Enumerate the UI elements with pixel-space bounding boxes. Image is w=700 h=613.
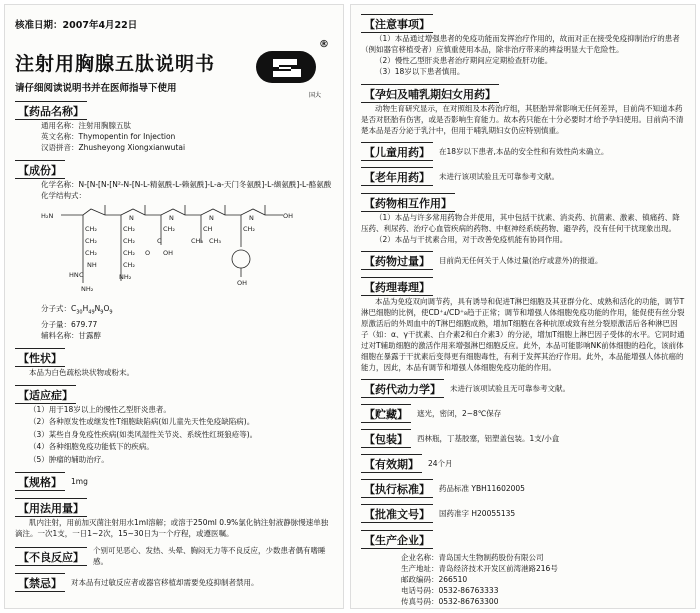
structure-label: 化学结构式：	[41, 191, 86, 200]
section-interactions	[361, 192, 685, 245]
heading-pharmacology: 【药理毒理】	[361, 277, 433, 296]
indication-item: （5）肿瘤的辅助治疗。	[29, 454, 109, 464]
appearance-text: 本品为白色疏松块状物或粉末。	[29, 367, 134, 377]
heading-interactions: 【药物相互作用】	[361, 193, 455, 212]
leaflet-page-right	[350, 4, 696, 609]
section-children	[361, 142, 685, 161]
heading-storage: 【贮藏】	[361, 404, 411, 423]
elderly-text: 未进行该项试验且无可靠参考文献。	[439, 172, 559, 181]
svg-text:N: N	[209, 214, 214, 222]
svg-text:N: N	[169, 214, 174, 222]
svg-text:CH: CH	[203, 225, 213, 233]
pregnancy-text: 动物生育研究显示，在对照组及本药治疗组，其胚胎异常影响无任何差异，目前尚不知道本药是否对胚胎有伤害，或是否影响生育能力。故本药只能在十分必要时才给予孕妇使用。目前尚不清楚本品是否分泌于乳汁中，但用于哺乳期妇女仍应特别慎重。	[361, 104, 684, 135]
heading-pregnancy: 【孕妇及哺乳期妇女用药】	[361, 84, 499, 103]
heading-dosage: 【用法用量】	[15, 498, 87, 517]
heading-appearance: 【性状】	[15, 348, 65, 367]
section-standard	[361, 479, 685, 498]
svg-text:CH₃: CH₃	[191, 237, 204, 245]
section-pharmacokinetics	[361, 379, 685, 398]
precaution-item: （3）18岁以下患者慎用。	[375, 67, 465, 76]
storage-text: 遮光，密闭，2~8℃保存	[417, 409, 502, 418]
section-elderly	[361, 167, 685, 186]
section-drug-name	[15, 100, 333, 153]
svg-text:OH: OH	[283, 212, 294, 220]
svg-text:OH: OH	[237, 279, 248, 287]
svg-text:CH₂: CH₂	[123, 261, 136, 269]
registered-mark: ®	[319, 39, 329, 50]
interaction-item: （1）本品与许多常用药物合并使用，其中包括干扰素、消炎药、抗菌素、激素、镇痛药、降压药、利尿药、治疗心血管疾病的药物、中枢神经系统药物、避孕药，没有任何干扰现象出现。	[361, 213, 680, 233]
heading-indications: 【适应症】	[15, 385, 76, 404]
section-precautions	[361, 13, 685, 77]
heading-spec: 【规格】	[15, 472, 65, 491]
logo-icon	[255, 45, 317, 89]
manufacturer-name: 企业名称：青岛国大生物制药股份有限公司	[401, 553, 544, 562]
manufacturer-fax: 传真号码：0532-86763300	[401, 597, 499, 606]
heading-standard: 【执行标准】	[361, 479, 433, 498]
leaflet-page-left	[4, 4, 344, 609]
heading-ingredients: 【成份】	[15, 160, 65, 179]
section-contraindication	[15, 573, 333, 592]
approval-date: 核准日期：2007年4月22日	[15, 20, 138, 31]
svg-text:CH₂: CH₂	[85, 225, 98, 233]
section-storage	[361, 404, 685, 423]
svg-text:NH₂: NH₂	[81, 285, 94, 293]
chemical-structure-diagram	[41, 203, 333, 303]
heading-drug-name: 【药品名称】	[15, 101, 87, 120]
section-validity	[361, 454, 685, 473]
section-pharmacology	[361, 276, 685, 373]
svg-text:CH₂: CH₂	[85, 237, 98, 245]
svg-text:OH: OH	[163, 249, 174, 257]
drug-pinyin-name: 汉语拼音：Zhusheyong Xiongxianwutai	[41, 143, 186, 152]
svg-text:CH₃: CH₃	[209, 237, 222, 245]
heading-overdose: 【药物过量】	[361, 251, 433, 270]
heading-pharmacokinetics: 【药代动力学】	[361, 379, 444, 398]
heading-contraindication: 【禁忌】	[15, 573, 65, 592]
heading-elderly: 【老年用药】	[361, 167, 433, 186]
section-appearance	[15, 347, 333, 378]
manufacturer-phone: 电话号码：0532-86763333	[401, 586, 499, 595]
svg-text:HN: HN	[69, 271, 79, 279]
overdose-text: 目前尚无任何关于人体过量(治疗或意外)的报道。	[439, 256, 603, 265]
heading-adverse: 【不良反应】	[15, 547, 87, 566]
svg-text:NH: NH	[87, 261, 97, 269]
section-approval-number	[361, 504, 685, 523]
indication-item: （2）各种原发性或继发性T细胞缺陷病(如儿童先天性免疫缺陷病)。	[29, 417, 255, 426]
section-package	[361, 429, 685, 448]
children-text: 在18岁以下患者,本品的安全性和有效性尚未确立。	[439, 147, 609, 156]
svg-text:N: N	[249, 214, 254, 222]
svg-text:CH₂: CH₂	[123, 225, 136, 233]
manufacturer-address: 生产地址：青岛经济技术开发区前湾港路216号	[401, 564, 558, 573]
section-adverse	[15, 545, 333, 567]
adverse-text: 个别可见恶心、发热、头晕、胸闷无力等不良反应，少数患者偶有嗜睡感。	[93, 546, 326, 566]
svg-text:CH₂: CH₂	[123, 249, 136, 257]
logo-name: 国大	[308, 92, 321, 99]
section-ingredients	[15, 159, 333, 341]
section-spec	[15, 472, 333, 491]
interaction-item: （2）本品与干扰素合用，对于改善免疫机能有协同作用。	[375, 235, 568, 244]
svg-text:C: C	[79, 271, 84, 279]
svg-text:O: O	[145, 249, 151, 257]
indication-item: （3）某些自身免疫性疾病(如类风湿性关节炎、系统性红斑狼疮等)。	[29, 429, 258, 439]
section-pregnancy	[361, 83, 685, 136]
heading-package: 【包装】	[361, 429, 411, 448]
svg-text:N: N	[129, 214, 134, 222]
svg-text:NH₂: NH₂	[119, 273, 132, 281]
contraindication-text: 对本品有过敏反应者或器官移植却需要免疫抑制者禁用。	[71, 578, 259, 587]
company-logo	[255, 39, 329, 99]
svg-text:CH₂: CH₂	[163, 225, 176, 233]
svg-text:H₂N: H₂N	[41, 212, 54, 220]
dosage-text: 肌内注射，用前加灭菌注射用水1ml溶解；或溶于250ml 0.9%氯化钠注射液静脉慢速单独滴注。一次1支，一日1~2次，15~30日为一个疗程，或遵医嘱。	[15, 518, 329, 538]
molecular-formula: 分子式：$C_{30}H_{49}N_9O_9$	[41, 304, 113, 316]
indication-item: （1）用于18岁以上的慢性乙型肝炎患者。	[29, 404, 171, 414]
document-title: 注射用胸腺五肽说明书	[15, 53, 216, 75]
indication-item: （4）各种细胞免疫功能低下的疾病。	[29, 442, 154, 451]
precaution-item: （1）本品通过增强患者的免疫功能而发挥治疗作用的，故而对正在接受免疫抑制治疗的患者（例如器官移植受者）应慎重使用本品，除非治疗带来的裨益明显大于危险性。	[361, 34, 680, 54]
section-manufacturer	[361, 529, 685, 607]
section-overdose	[361, 251, 685, 270]
precaution-item: （2）慢性乙型肝炎患者治疗期间应定期检查肝功能。	[375, 56, 553, 65]
manufacturer-postcode: 邮政编码：266510	[401, 575, 468, 584]
drug-english-name: 英文名称：Thymopentin for Injection	[41, 132, 176, 141]
package-text: 西林瓶，丁基胶塞，铝塑盖包装。1支/小盒	[417, 434, 560, 443]
molecular-weight: 分子量：679.77	[41, 319, 98, 329]
heading-validity: 【有效期】	[361, 454, 422, 473]
svg-text:CH₂: CH₂	[243, 225, 256, 233]
svg-text:CH₂: CH₂	[85, 249, 98, 257]
document-subtitle: 请仔细阅读说明书并在医师指导下使用	[15, 83, 177, 94]
heading-manufacturer: 【生产企业】	[361, 530, 433, 549]
pharmacokinetics-text: 未进行该项试验且无可靠参考文献。	[450, 384, 570, 393]
approval-number-text: 国药准字 H20055135	[439, 509, 516, 518]
excipient-name: 辅料名称：甘露醇	[41, 330, 101, 340]
heading-precautions: 【注意事项】	[361, 14, 433, 33]
drug-generic-name: 通用名称：注射用胸腺五肽	[41, 121, 131, 130]
chemical-name: 化学名称：N-[N-[N-[N²-N-[N-L-精氨酰-L-赖氨酰]-L-a-天门冬氨酰]-L-缬氨酰]-L-酪氨酸	[41, 180, 332, 189]
spec-text: 1mg	[71, 477, 88, 486]
section-dosage	[15, 497, 333, 539]
heading-children: 【儿童用药】	[361, 142, 433, 161]
heading-approval-number: 【批准文号】	[361, 504, 433, 523]
svg-text:CH₂: CH₂	[123, 237, 136, 245]
validity-text: 24个月	[428, 459, 453, 468]
standard-text: 药品标准 YBH11602005	[439, 484, 525, 493]
section-indications	[15, 384, 333, 467]
svg-text:C: C	[157, 237, 162, 245]
pharmacology-text: 本品为免疫双向调节药，具有诱导和促进T淋巴细胞及其亚群分化、成熟和活化的功能，调节T淋巴细胞的比例，使CD⁺₄/CD⁺₈趋于正常；调节和增强人体细胞免疫功能的作用，能促使有丝分裂原激活后的外周血中的T淋巴细胞成熟，增加T细胞在各种抗原或致有丝分裂原激活后各种淋巴因子（如：α、γ干扰素、白介素2和白介素3）的分泌，增加T细胞上淋巴因子受体的水平。它同时通过对T辅助细胞的激活作用来增强淋巴细胞反应。此外，本品可能影响NK前体细胞的趋化，该前体细胞在暴露于干扰素后变得更有细胞毒性，有利于发挥其治疗作用。此外，本品能增强人体抗癌的能力，因此，本品有调节和增强人体细胞免疫功能的作用。	[361, 297, 685, 372]
